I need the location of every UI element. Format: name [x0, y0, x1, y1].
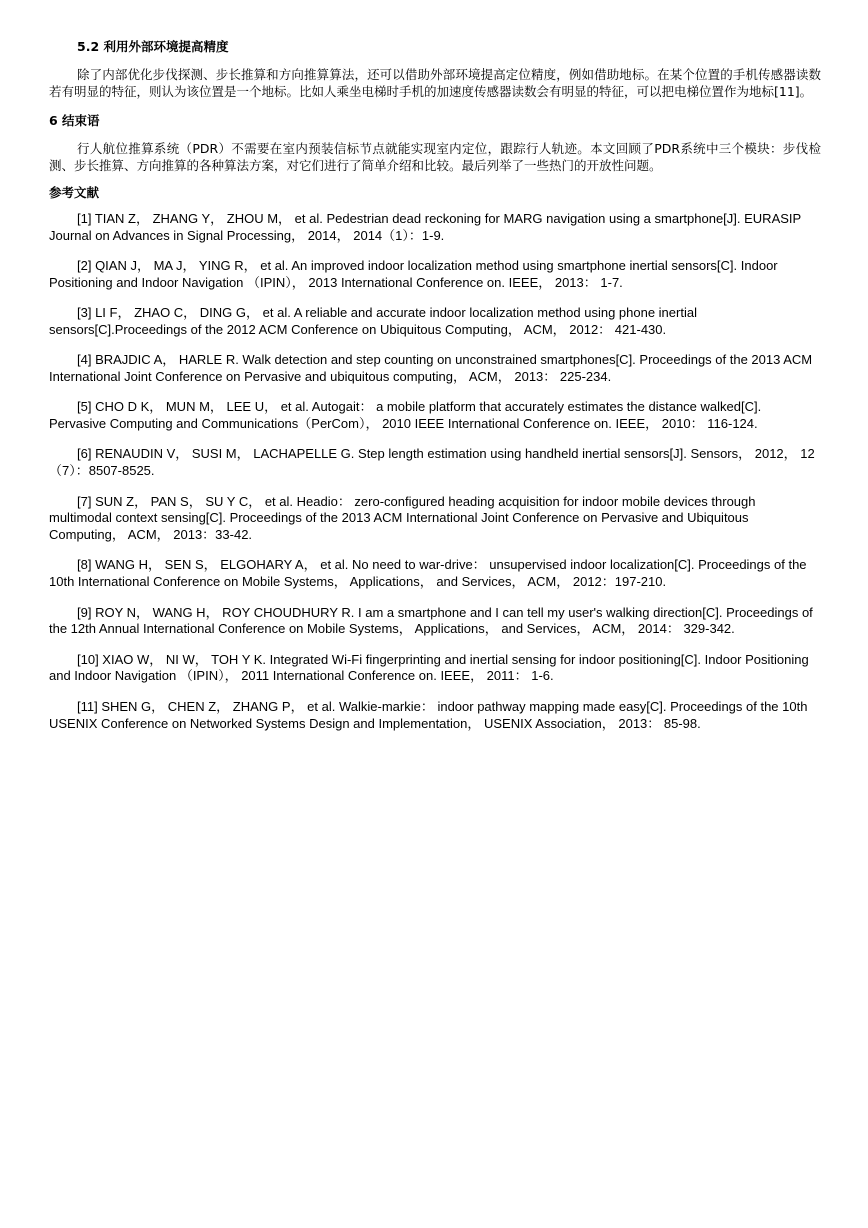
- reference-list: [49, 211, 821, 732]
- section-6-paragraph: 行人航位推算系统（PDR）不需要在室内预装信标节点就能实现室内定位，跟踪行人轨迹。本文回顾了PDR系统中三个模块：步伐检测、步长推算、方向推算的各种算法方案，对它们进行了简单介绍和比较。最后列举了一些热门的开放性问题。: [49, 141, 821, 173]
- section-5-2-paragraph: 除了内部优化步伐探测、步长推算和方向推算算法，还可以借助外部环境提高定位精度，例如借助地标。在某个位置的手机传感器读数若有明显的特征，则认为该位置是一个地标。比如人乘坐电梯时手机的加速度传感器读数会有明显的特征，可以把电梯位置作为地标[11]。: [49, 67, 821, 99]
- reference-item-3: [3] LI F， ZHAO C， DING G， et al. A reliable and accurate indoor localization method using phone inertial sensors[C].Proceedings of the 2012 ACM Conference on Ubiquitous Computing， ACM， 2012： 421-430.: [49, 305, 697, 337]
- document-page: [49, 38, 821, 746]
- reference-item-7: [7] SUN Z， PAN S， SU Y C， et al. Headio： zero-configured heading acquisition for indoor mobile devices through multimodal context sensing[C]. Proceedings of the 2013 ACM International Joint Conference on Pervasive and Ubiquitous Computing， ACM， 2013：33-42.: [49, 493, 756, 543]
- section-5-2-title: 5.2 利用外部环境提高精度: [77, 39, 229, 54]
- reference-item-8: [8] WANG H， SEN S， ELGOHARY A， et al. No need to war-drive： unsupervised indoor localization[C]. Proceedings of the 10th International Conference on Mobile Systems， Applications， and Services， ACM， 2012：197-210.: [49, 557, 807, 590]
- section-6-title: 6 结束语: [49, 113, 100, 128]
- reference-item-4: [4] BRAJDIC A， HARLE R. Walk detection and step counting on unconstrained smartphones[C]. Proceedings of the 2013 ACM International Joint Conference on Pervasive and ubiquitous computing， ACM， 2013： 225-234.: [49, 352, 813, 385]
- reference-item-2: [2] QIAN J， MA J， YING R， et al. An improved indoor localization method using smartphone inertial sensors[C]. Indoor Positioning and Indoor Navigation （IPIN）， 2013 International Conference on. IEEE， 2013： 1-7.: [49, 258, 778, 290]
- references-title: 参考文献: [49, 185, 100, 200]
- reference-item-5: [5] CHO D K， MUN M， LEE U， et al. Autogait： a mobile platform that accurately estimates the distance walked[C]. Pervasive Computing and Communications（PerCom）， 2010 IEEE International Conference on. IEEE， 2010： 116-124.: [49, 399, 762, 432]
- reference-item-11: [11] SHEN G， CHEN Z， ZHANG P， et al. Walkie-markie： indoor pathway mapping made easy[C]. Proceedings of the 10th USENIX Conference on Networked Systems Design and Implementation， USENIX Association， 2013： 85-98.: [49, 698, 808, 731]
- reference-item-6: [6] RENAUDIN V， SUSI M， LACHAPELLE G. Step length estimation using handheld inertial sensors[J]. Sensors， 2012， 12（7）：8507-8525.: [49, 446, 815, 479]
- reference-item-9: [9] ROY N， WANG H， ROY CHOUDHURY R. I am a smartphone and I can tell my user's walking direction[C]. Proceedings of the 12th Annual International Conference on Mobile Systems， Applications， and Services， ACM， 2014： 329-342.: [49, 604, 813, 637]
- reference-item-10: [10] XIAO W， NI W， TOH Y K. Integrated Wi-Fi fingerprinting and inertial sensing for indoor positioning[C]. Indoor Positioning and Indoor Navigation （IPIN）， 2011 International Conference on. IEEE， 2011： 1-6.: [49, 651, 809, 684]
- reference-item-1: [1] TIAN Z， ZHANG Y， ZHOU M， et al. Pedestrian dead reckoning for MARG navigation using a smartphone[J]. EURASIP Journal on Advances in Signal Processing， 2014， 2014（1）：1-9.: [49, 211, 801, 243]
